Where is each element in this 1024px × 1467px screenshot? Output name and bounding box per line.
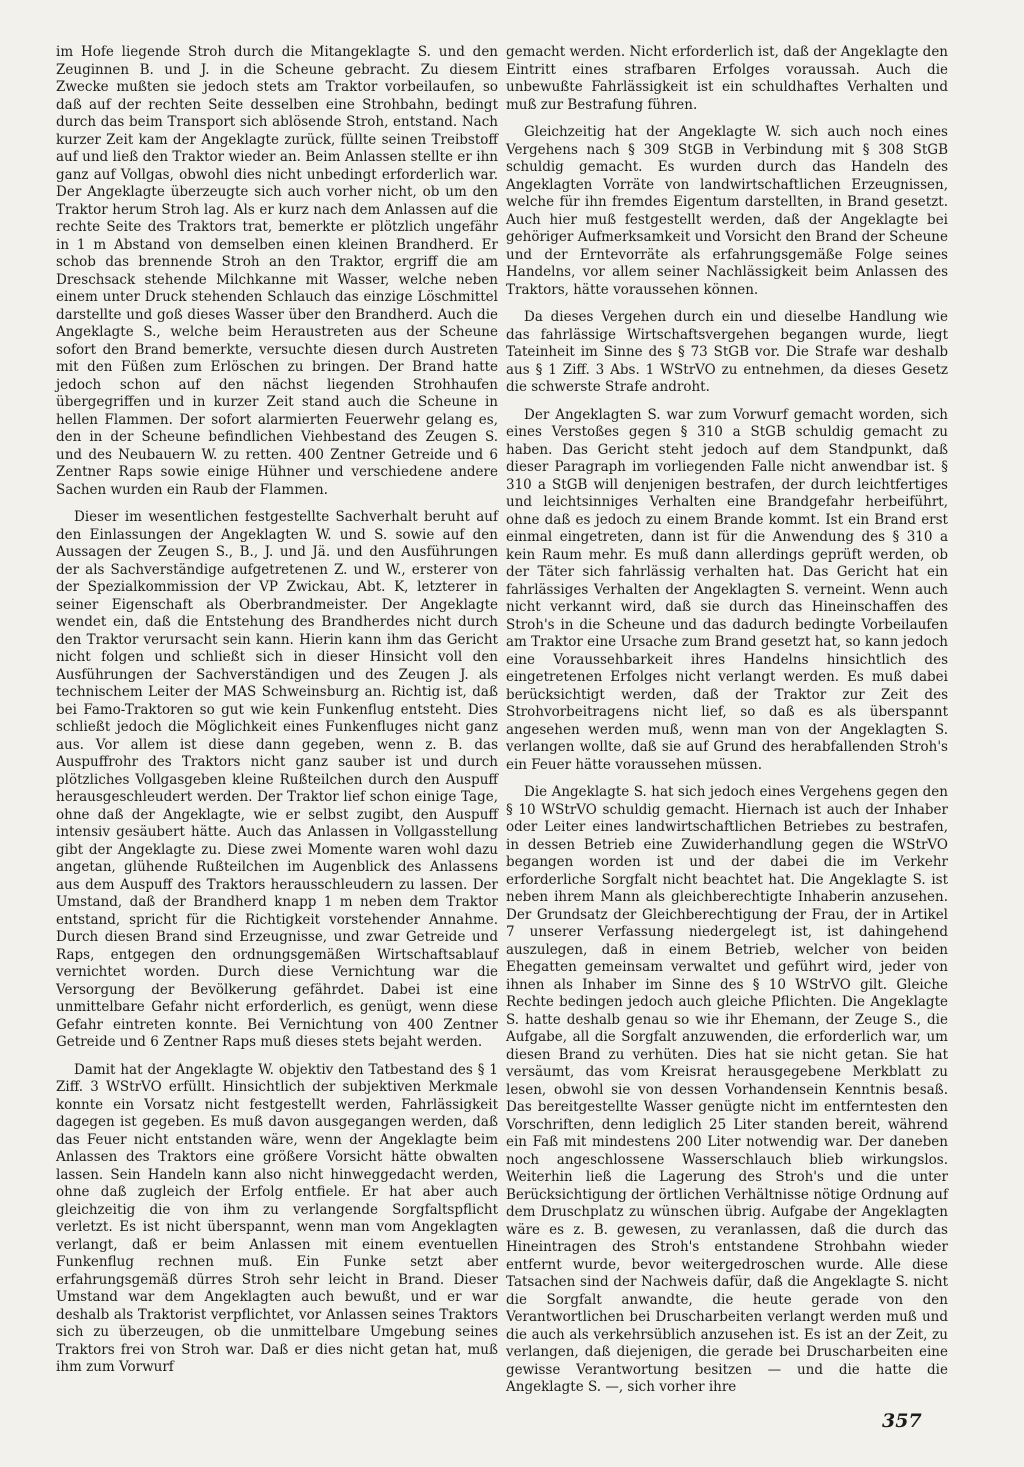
paragraph: gemacht werden. Nicht erforderlich ist, daß der Angeklagte den Eintritt eines strafbaren Erfolges voraussah. Auch die unbewußte Fahrlässigkeit ist ein schuldhaftes Verhalten und muß zur Bestrafung führen.: [506, 44, 948, 113]
right-column: [506, 44, 948, 1407]
paragraph: Der Angeklagten S. war zum Vorwurf gemacht worden, sich eines Verstoßes gegen § 310 a StGB schuldig gemacht zu haben. Das Gericht steht jedoch auf dem Standpunkt, daß dieser Paragraph im vorliegenden Falle nicht anwendbar ist. § 310 a StGB will denjenigen bestrafen, der durch leichtfertiges und leichtsinniges Verhalten eine Brandgefahr herbeiführt, ohne daß es jedoch zu einem Brande kommt. Ist ein Brand erst einmal eingetreten, dann ist für die Anwendung des § 310 a kein Raum mehr. Es muß dann allerdings geprüft werden, ob der Täter sich fahrlässig verhalten hat. Das Gericht hat ein fahrlässiges Verhalten der Angeklagten S. verneint. Wenn auch nicht verkannt wird, daß sie durch das Hineinschaffen des Stroh's in die Scheune und das dadurch bedingte Vorbeilaufen am Traktor eine Ursache zum Brand gesetzt hat, so kann jedoch eine Voraussehbarkeit ihres Handelns hinsichtlich des eingetretenen Erfolges nicht verlangt werden. Es muß dabei berücksichtigt werden, daß der Traktor zur Zeit des Strohvorbeitragens nicht lief, so daß es als überspannt angesehen werden muß, wenn man von der Angeklagten S. verlangen wollte, daß sie auf Grund des herabfallenden Stroh's ein Feuer hätte voraussehen müssen.: [506, 406, 948, 773]
page-number: 357: [882, 1410, 922, 1432]
paragraph: Gleichzeitig hat der Angeklagte W. sich auch noch eines Vergehens nach § 309 StGB in Verbindung mit § 308 StGB schuldig gemacht. Es wurden durch das Handeln des Angeklagten Vorräte von landwirtschaftlichen Erzeugnissen, welche für ihn fremdes Eigentum darstellten, in Brand gesetzt. Auch hier muß festgestellt werden, daß der Angeklagte bei gehöriger Aufmerksamkeit und Vorsicht den Brand der Scheune und der Erntevorräte als erfahrungsgemäße Folge seines Handelns, vor allem seiner Nachlässigkeit beim Anlassen des Traktors, hätte voraussehen können.: [506, 124, 948, 298]
left-column: [56, 44, 498, 1387]
paragraph: Die Angeklagte S. hat sich jedoch eines Vergehens gegen den § 10 WStrVO schuldig gemacht. Hiernach ist auch der Inhaber oder Leiter eines landwirtschaftlichen Betriebes zu bestrafen, in dessen Betrieb eine Zuwiderhandlung gegen die WStrVO begangen worden ist und der dabei die im Verkehr erforderliche Sorgfalt nicht beachtet hat. Die Angeklagte S. ist neben ihrem Mann als gleichberechtigte Inhaberin anzusehen. Der Grundsatz der Gleichberechtigung der Frau, der in Artikel 7 unserer Verfassung niedergelegt ist, ist dahingehend auszulegen, daß in einem Betrieb, welcher von beiden Ehegatten gemeinsam verwaltet und geführt wird, jeder von ihnen als Inhaber im Sinne des § 10 WStrVO gilt. Gleiche Rechte bedingen jedoch auch gleiche Pflichten. Die Angeklagte S. hatte deshalb genau so wie ihr Ehemann, der Zeuge S., die Aufgabe, all die Sorgfalt anzuwenden, die erforderlich war, um diesen Brand zu verhüten. Dies hat sie nicht getan. Sie hat versäumt, das vom Kreisrat herausgegebene Merkblatt zu lesen, obwohl sie von dessen Vorhandensein Kenntnis besaß. Das bereitgestellte Wasser genügte nicht im entferntesten den Vorschriften, denn lediglich 25 Liter standen bereit, während ein Faß mit mindestens 200 Liter notwendig war. Der daneben noch angeschlossene Wasserschlauch blieb wirkungslos. Weiterhin ließ die Lagerung des Stroh's und die unter Berücksichtigung der örtlichen Verhältnisse nötige Ordnung auf dem Druschplatz zu wünschen übrig. Aufgabe der Angeklagten wäre es z. B. gewesen, zu veranlassen, daß die durch das Hineintragen des Stroh's entstandene Strohbahn wieder entfernt wurde, bevor weitergedroschen wurde. Alle diese Tatsachen sind der Nachweis dafür, daß die Angeklagte S. nicht die Sorgfalt anwandte, die heute gerade von den Verantwortlichen bei Druscharbeiten verlangt werden muß und die auch als verkehrsüblich anzusehen ist. Es ist an der Zeit, zu verlangen, daß diejenigen, die gerade bei Druscharbeiten eine gewisse Verantwortung besitzen — und die hatte die Angeklagte S. —, sich vorher ihre: [506, 784, 948, 1395]
paragraph: Damit hat der Angeklagte W. objektiv den Tatbestand des § 1 Ziff. 3 WStrVO erfüllt. Hinsichtlich der subjektiven Merkmale konnte ein Vorsatz nicht festgestellt werden, Fahrlässigkeit dagegen ist gegeben. Es muß davon ausgegangen werden, daß das Feuer nicht entstanden wäre, wenn der Angeklagte beim Anlassen des Traktors eine größere Vorsicht hätte obwalten lassen. Sein Handeln kann also nicht hinweggedacht werden, ohne daß zugleich der Erfolg entfiele. Er hat aber auch gleichzeitig die von ihm zu verlangende Sorgfaltspflicht verletzt. Es ist nicht überspannt, wenn man vom Angeklagten verlangt, daß er beim Anlassen mit einem eventuellen Funkenflug rechnen muß. Ein Funke setzt aber erfahrungsgemäß dürres Stroh sehr leicht in Brand. Dieser Umstand war dem Angeklagten auch bewußt, und er war deshalb als Traktorist verpflichtet, vor Anlassen seines Traktors sich zu überzeugen, ob die unmittelbare Umgebung seines Traktors frei von Stroh war. Daß er dies nicht getan hat, muß ihm zum Vorwurf: [56, 1061, 498, 1375]
paragraph: Dieser im wesentlichen festgestellte Sachverhalt beruht auf den Einlassungen der Angeklagten W. und S. sowie auf den Aussagen der Zeugen S., B., J. und Jä. und den Ausführungen der als Sachverständige aufgetretenen Z. und W., ersterer von der Spezialkommission der VP Zwickau, Abt. K, letzterer in seiner Eigenschaft als Oberbrandmeister. Der Angeklagte wendet ein, daß die Entstehung des Brandherdes nicht durch den Traktor verursacht sein kann. Hierin kann ihm das Gericht nicht folgen und schließt sich in dieser Hinsicht voll den Ausführungen der Sachverständigen und des Zeugen J. als technischem Leiter der MAS Schweinsburg an. Richtig ist, daß bei Famo-Traktoren so gut wie kein Funkenflug entsteht. Dies schließt jedoch die Möglichkeit eines Funkenfluges nicht ganz aus. Vor allem ist diese dann gegeben, wenn z. B. das Auspuffrohr des Traktors nicht ganz sauber ist und durch plötzliches Vollgasgeben kleine Rußteilchen durch den Auspuff herausgeschleudert werden. Der Traktor lief schon einige Tage, ohne daß der Angeklagte, wie er selbst zugibt, den Auspuff intensiv gesäubert hätte. Auch das Anlassen in Vollgasstellung gibt der Angeklagte zu. Diese zwei Momente waren wohl dazu angetan, glühende Rußteilchen im Augenblick des Anlassens aus dem Auspuff des Traktors herausschleudern zu lassen. Der Umstand, daß der Brandherd knapp 1 m neben dem Traktor entstand, spricht für die Richtigkeit vorstehender Annahme. Durch diesen Brand sind Erzeugnisse, und zwar Getreide und Raps, entgegen den ordnungsgemäßen Wirtschaftsablauf vernichtet worden. Durch diese Vernichtung war die Versorgung der Bevölkerung gefährdet. Dabei ist eine unmittelbare Gefahr nicht erforderlich, es genügt, wenn diese Gefahr eintreten konnte. Bei Vernichtung von 400 Zentner Getreide und 6 Zentner Raps muß dieses stets bejaht werden.: [56, 509, 498, 1050]
paragraph: im Hofe liegende Stroh durch die Mitangeklagte S. und den Zeuginnen B. und J. in die Scheune gebracht. Zu diesem Zwecke mußten sie jedoch stets am Traktor vorbeilaufen, so daß auf der rechten Seite desselben eine Strohbahn, bedingt durch das beim Transport sich ablösende Stroh, entstand. Nach kurzer Zeit kam der Angeklagte zurück, füllte seinen Treibstoff auf und ließ den Traktor wieder an. Beim Anlassen stellte er ihn ganz auf Vollgas, obwohl dies nicht unbedingt erforderlich war. Der Angeklagte überzeugte sich auch vorher nicht, ob um den Traktor herum Stroh lag. Als er kurz nach dem Anlassen auf die rechte Seite des Traktors trat, bemerkte er plötzlich ungefähr in 1 m Abstand von demselben einen kleinen Brandherd. Er schob das brennende Stroh an den Traktor, ergriff die am Dreschsack stehende Milchkanne mit Wasser, welche neben einem unter Druck stehenden Schlauch das einzige Löschmittel darstellte und goß dieses Wasser über den Brandherd. Auch die Angeklagte S., welche beim Heraustreten aus der Scheune sofort den Brand bemerkte, versuchte diesen durch Austreten mit den Füßen zum Erlöschen zu bringen. Der Brand hatte jedoch schon auf den nächst liegenden Strohhaufen übergegriffen und in kurzer Zeit stand auch die Scheune in hellen Flammen. Der sofort alarmierten Feuerwehr gelang es, den in der Scheune befindlichen Viehbestand des Zeugen S. und des Neubauern W. zu retten. 400 Zentner Getreide und 6 Zentner Raps sowie einige Hühner und verschiedene andere Sachen wurden ein Raub der Flammen.: [56, 44, 498, 498]
paragraph: Da dieses Vergehen durch ein und dieselbe Handlung wie das fahrlässige Wirtschaftsvergehen begangen wurde, liegt Tateinheit im Sinne des § 73 StGB vor. Die Strafe war deshalb aus § 1 Ziff. 3 Abs. 1 WStrVO zu entnehmen, da dieses Gesetz die schwerste Strafe androht.: [506, 309, 948, 395]
